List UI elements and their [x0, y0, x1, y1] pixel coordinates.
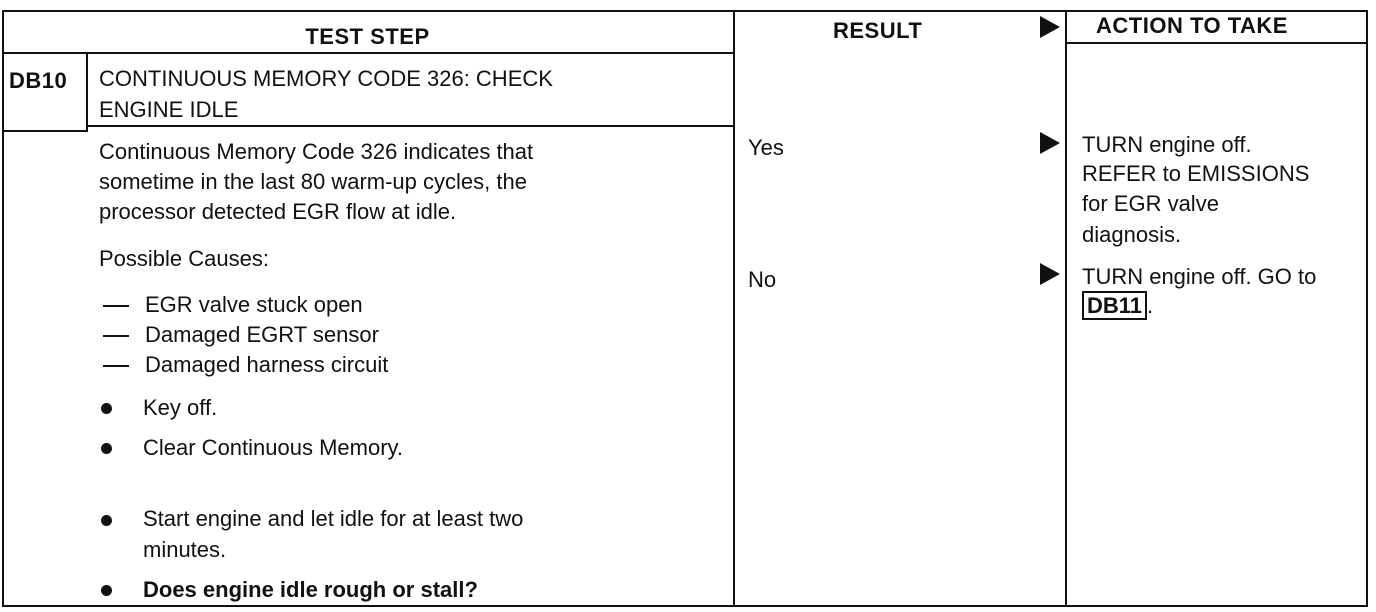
- header-arrow-icon: [1040, 16, 1060, 38]
- table-bottom-border: [2, 605, 1368, 607]
- header-action: ACTION TO TAKE: [1096, 13, 1288, 38]
- header-result: RESULT: [833, 18, 923, 43]
- action-yes-line: REFER to EMISSIONS: [1082, 161, 1310, 186]
- possible-causes-heading: Possible Causes:: [99, 246, 269, 271]
- bullet-item: Clear Continuous Memory.: [143, 435, 404, 460]
- step-title-line2: ENGINE IDLE: [99, 97, 239, 122]
- bullet-item: Start engine and let idle for at least two: [143, 506, 524, 531]
- header-bottom-border-left: [2, 52, 734, 54]
- result-no: No: [748, 267, 777, 292]
- dash-icon: [103, 365, 129, 367]
- step-id-divider: [86, 53, 88, 132]
- step-id: DB10: [9, 68, 68, 93]
- description-line: sometime in the last 80 warm-up cycles, the: [99, 169, 527, 194]
- table-right-border: [1366, 10, 1368, 607]
- bullet-icon: [101, 403, 112, 414]
- action-no-ref-line: [1082, 291, 1153, 321]
- action-column-divider: [1065, 10, 1067, 607]
- header-bottom-border-right: [1066, 42, 1368, 44]
- table-left-border: [2, 10, 4, 607]
- bullet-item: Key off.: [143, 395, 218, 420]
- dash-icon: [103, 305, 129, 307]
- result-no-arrow-icon: [1040, 263, 1060, 285]
- result-yes-arrow-icon: [1040, 132, 1060, 154]
- header-test-step: TEST STEP: [305, 24, 430, 49]
- description-line: processor detected EGR flow at idle.: [99, 199, 457, 224]
- step-id-bottom-border: [2, 130, 86, 132]
- bullet-icon: [101, 443, 112, 454]
- action-no-end: .: [1147, 293, 1154, 318]
- step-reference-link[interactable]: DB11: [1082, 291, 1147, 320]
- result-column-divider: [733, 10, 735, 607]
- dash-icon: [103, 335, 129, 337]
- action-yes-line: TURN engine off.: [1082, 132, 1252, 157]
- action-yes-line: for EGR valve: [1082, 191, 1219, 216]
- cause-item: Damaged EGRT sensor: [145, 322, 379, 347]
- cause-item: Damaged harness circuit: [145, 352, 389, 377]
- bullet-item-continuation: minutes.: [143, 537, 227, 562]
- table-top-border: [2, 10, 1368, 12]
- action-yes-line: diagnosis.: [1082, 222, 1182, 247]
- step-title-line1: CONTINUOUS MEMORY CODE 326: CHECK: [99, 66, 553, 91]
- result-yes: Yes: [748, 135, 784, 160]
- bullet-icon: [101, 515, 112, 526]
- step-title-bottom-border: [86, 125, 734, 127]
- description-line: Continuous Memory Code 326 indicates that: [99, 139, 534, 164]
- bullet-icon: [101, 585, 112, 596]
- action-no-line: TURN engine off. GO to: [1082, 264, 1317, 289]
- bullet-question: Does engine idle rough or stall?: [143, 577, 478, 602]
- cause-item: EGR valve stuck open: [145, 292, 363, 317]
